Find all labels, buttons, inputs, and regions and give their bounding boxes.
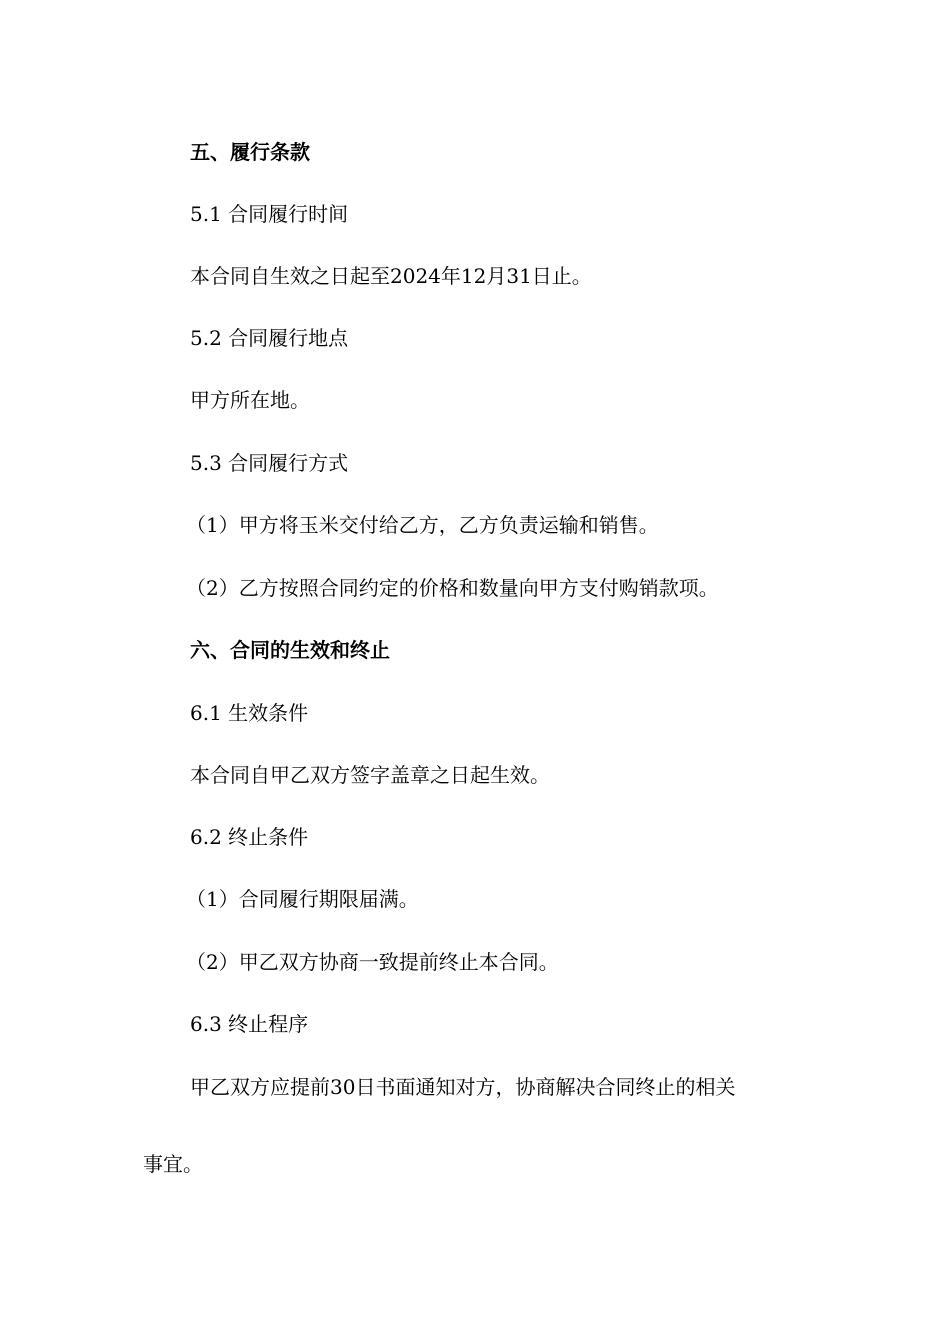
clause-5-3-list-item-1: （1）甲方将玉米交付给乙方，乙方负责运输和销售。 bbox=[186, 513, 659, 537]
clause-6-1-title: 6.1 生效条件 bbox=[190, 701, 309, 725]
clause-6-3-text-line-1: 甲乙双方应提前30日书面通知对方，协商解决合同终止的相关 bbox=[190, 1075, 736, 1099]
clause-5-3-title: 5.3 合同履行方式 bbox=[190, 451, 349, 475]
clause-5-1-text: 本合同自生效之日起至2024年12月31日止。 bbox=[190, 264, 592, 288]
clause-6-3-text-line-2: 事宜。 bbox=[143, 1152, 203, 1176]
clause-5-2-text: 甲方所在地。 bbox=[190, 388, 310, 412]
clause-5-3-list-item-2: （2）乙方按照合同约定的价格和数量向甲方支付购销款项。 bbox=[186, 576, 719, 600]
clause-6-2-title: 6.2 终止条件 bbox=[190, 825, 309, 849]
section-heading-5: 五、履行条款 bbox=[190, 140, 310, 164]
clause-6-1-text: 本合同自甲乙双方签字盖章之日起生效。 bbox=[190, 763, 550, 787]
section-heading-6: 六、合同的生效和终止 bbox=[190, 638, 390, 662]
clause-5-2-title: 5.2 合同履行地点 bbox=[190, 326, 349, 350]
clause-6-3-title: 6.3 终止程序 bbox=[190, 1012, 309, 1036]
clause-5-1-title: 5.1 合同履行时间 bbox=[190, 202, 349, 226]
clause-6-2-list-item-1: （1）合同履行期限届满。 bbox=[186, 887, 419, 911]
clause-6-2-list-item-2: （2）甲乙双方协商一致提前终止本合同。 bbox=[186, 950, 559, 974]
